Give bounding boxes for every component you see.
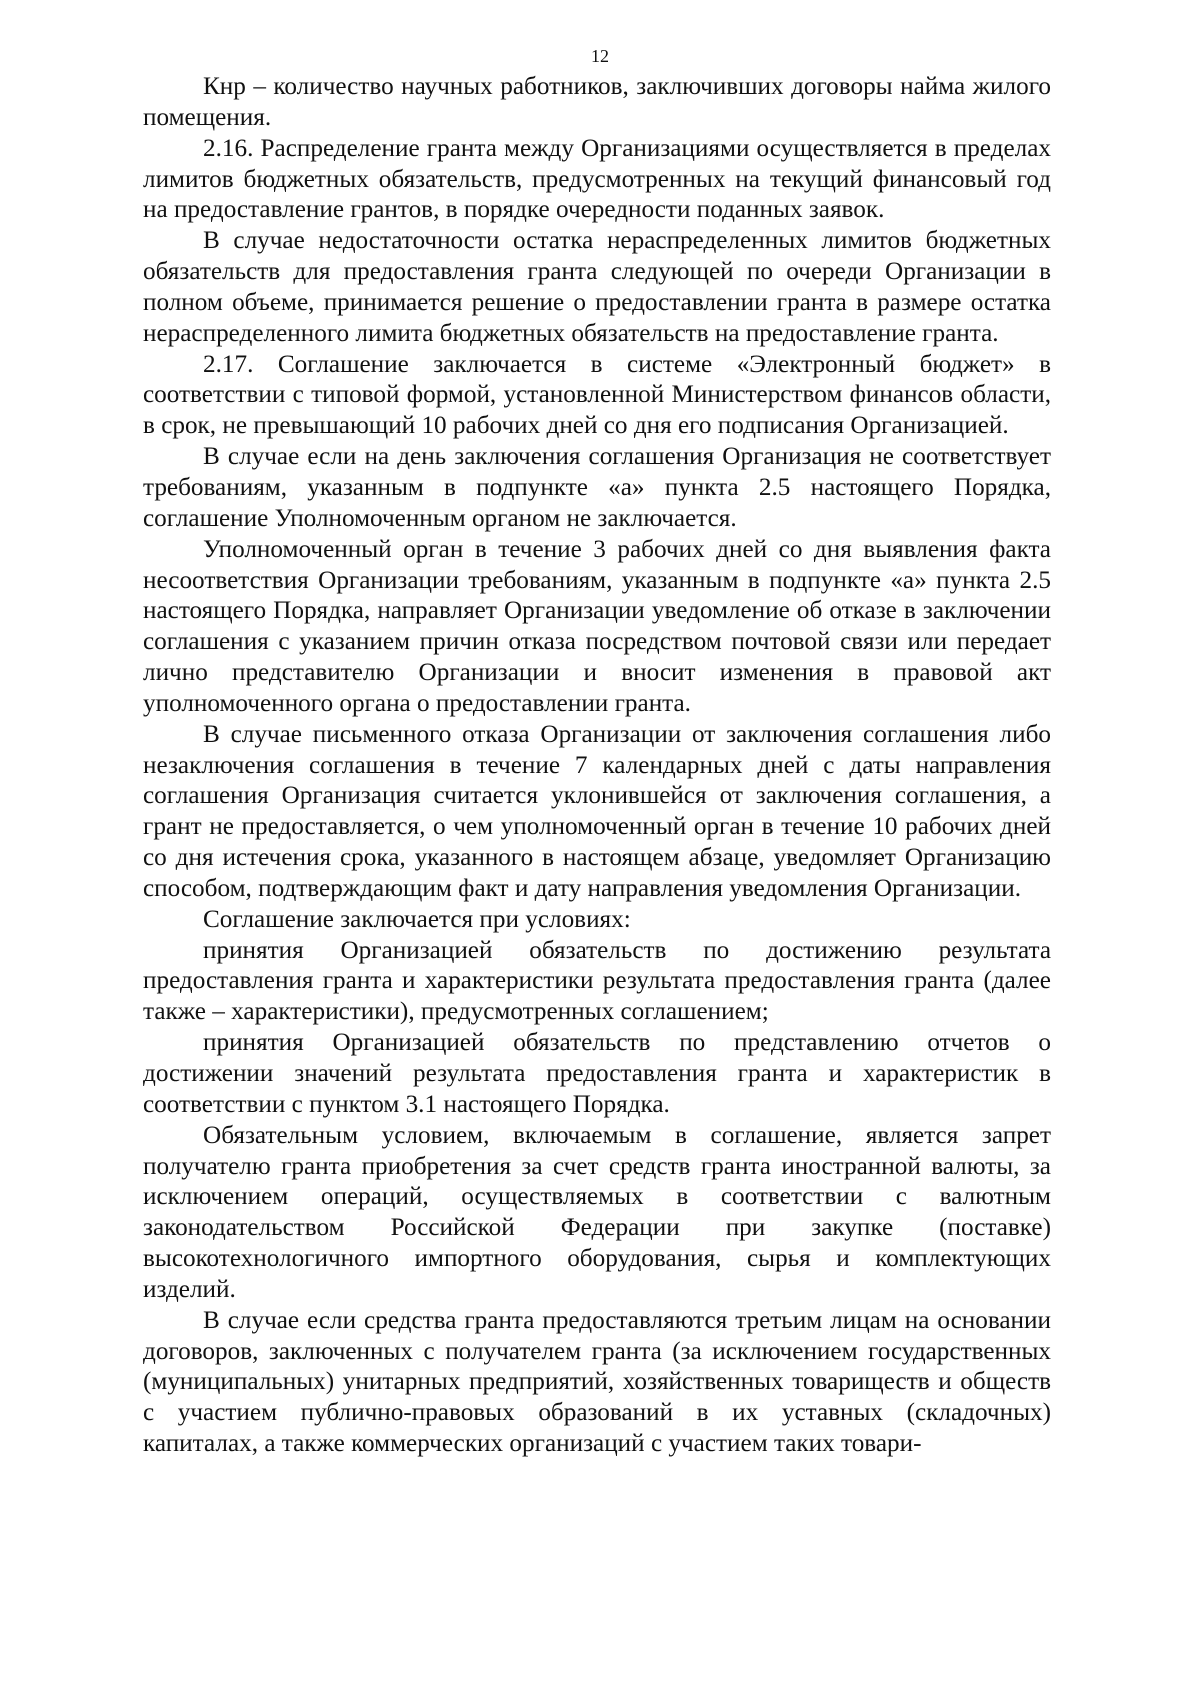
paragraph-condition-results: принятия Организацией обязательств по достижению результата предоставления гранта и характеристики результата предоставления гранта (далее также – характеристики), предусмотренных соглашением; — [143, 936, 1051, 1026]
paragraph-2-17: 2.17. Соглашение заключается в системе «Электронный бюджет» в соответствии с типовой формой, установленной Министерством финансов области, в срок, не превышающий 10 рабочих дней со дня его подписания Организацией. — [143, 350, 1051, 440]
paragraph-third-parties: В случае если средства гранта предоставляются третьим лицам на основании договоров, заключенных с получателем гранта (за исключением государственных (муниципальных) унитарных предприятий, хозяйственных товариществ и обществ с участием публично-правовых образований в их уставных (складочных) капиталах, а также коммерческих организаций с участием таких товари- — [143, 1306, 1051, 1458]
paragraph-agreement-conditions: Соглашение заключается при условиях: — [203, 905, 631, 933]
paragraph-insufficient-limits: В случае недостаточности остатка нераспределенных лимитов бюджетных обязательств для предоставления гранта следующей по очереди Организации в полном объеме, принимается решение о предоставлении гранта в размере остатка нераспределенного лимита бюджетных обязательств на предоставление гранта. — [143, 227, 1051, 347]
page-number: 12 — [591, 46, 609, 66]
paragraph-non-compliance: В случае если на день заключения соглашения Организация не соответствует требованиям, указанным в подпункте «а» пункта 2.5 настоящего Порядка, соглашение Уполномоченным органом не заключается. — [143, 443, 1051, 532]
paragraph-written-refusal: В случае письменного отказа Организации от заключения соглашения либо незаключения соглашения в течение 7 календарных дней с даты направления соглашения Организация считается уклонившейся от заключения соглашения, а грант не предоставляется, о чем уполномоченный орган в течение 10 рабочих дней со дня истечения срока, указанного в настоящем абзаце, уведомляет Организацию способом, подтверждающим факт и дату направления уведомления Организации. — [143, 720, 1051, 902]
paragraph-condition-reports: принятия Организацией обязательств по представлению отчетов о достижении значений результата предоставления гранта и характеристик в соответствии с пунктом 3.1 настоящего Порядка. — [143, 1029, 1051, 1118]
paragraph-2-16: 2.16. Распределение гранта между Организациями осуществляется в пределах лимитов бюджетных обязательств, предусмотренных на текущий финансовый год на предоставление грантов, в порядке очередности поданных заявок. — [143, 134, 1051, 224]
paragraph-refusal-notice: Уполномоченный орган в течение 3 рабочих дней со дня выявления факта несоответствия Организации требованиям, указанным в подпункте «а» пункта 2.5 настоящего Порядка, направляет Организации уведомление об отказе в заключении соглашения с указанием причин отказа посредством почтовой связи или передает лично представителю Организации и вносит изменения в правовой акт уполномоченного органа о предоставлении гранта. — [143, 535, 1051, 717]
document-body — [143, 72, 1051, 1460]
paragraph-knr-definition: Кнр – количество научных работников, заключивших договоры найма жилого помещения. — [143, 73, 1051, 131]
paragraph-currency-ban: Обязательным условием, включаемым в соглашение, является запрет получателю гранта приобретения за счет средств гранта иностранной валюты, за исключением операций, осуществляемых в соответствии с валютным законодательством Российской Федерации при закупке (поставке) высокотехнологичного импортного оборудования, сырья и комплектующих изделий. — [143, 1121, 1051, 1303]
